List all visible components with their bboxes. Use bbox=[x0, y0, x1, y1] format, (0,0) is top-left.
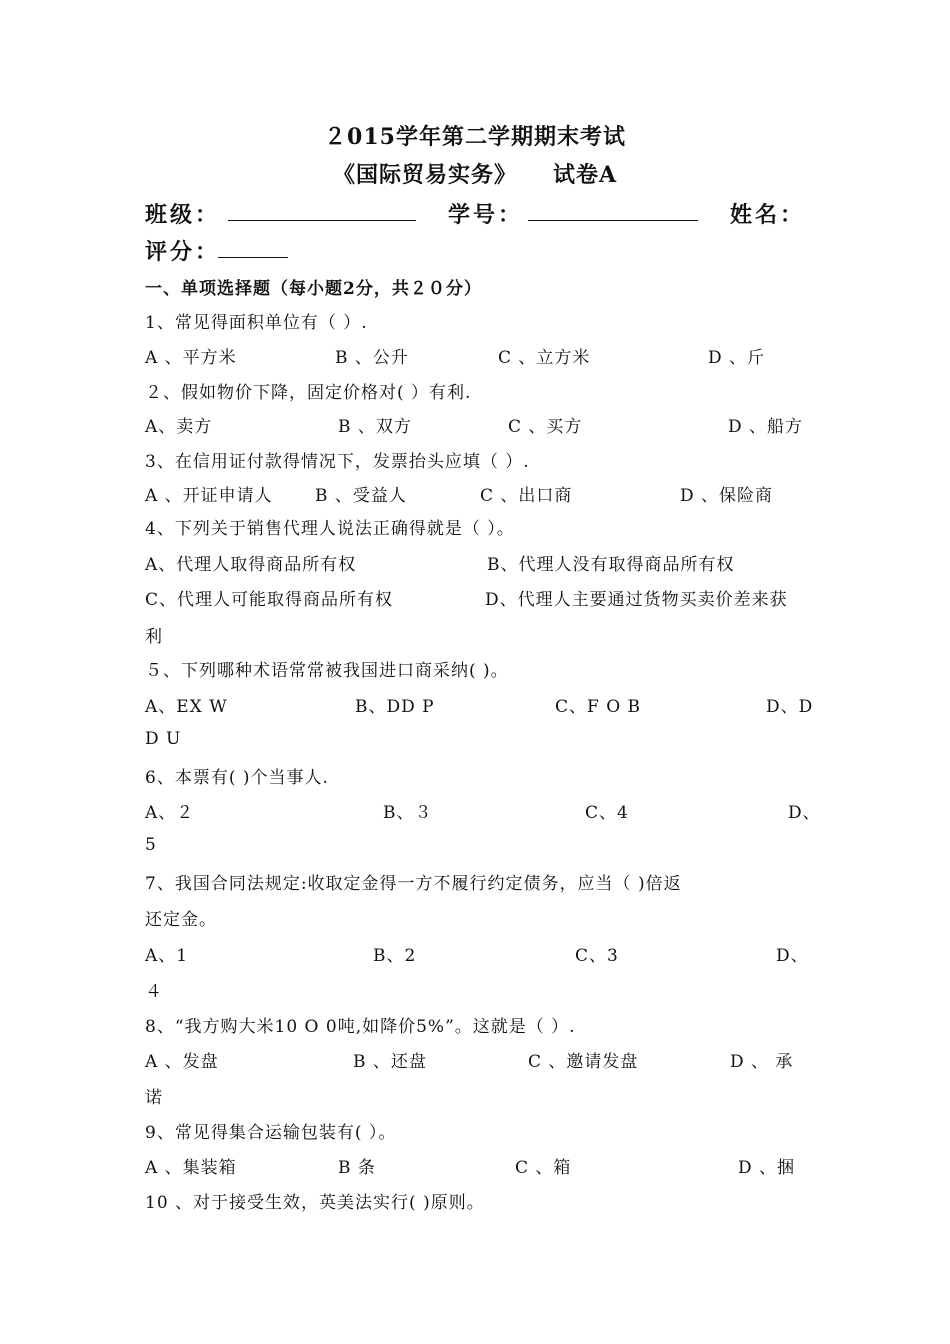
score-blank[interactable] bbox=[218, 257, 288, 258]
q9-option-d: D 、捆 bbox=[738, 1158, 796, 1178]
q6-option-d: D、 bbox=[788, 803, 821, 823]
section-heading: 一、单项选择题（每小题2分，共２０分） bbox=[145, 279, 482, 299]
q2-option-a: A、卖方 bbox=[145, 417, 213, 437]
question-2: ２、假如物价下降，固定价格对( ）有利. bbox=[145, 383, 472, 403]
q6-option-c: C、4 bbox=[585, 803, 629, 823]
q7-option-b: B、2 bbox=[373, 946, 417, 966]
q4-option-d-cont: 利 bbox=[145, 627, 163, 647]
q7-option-c: C、3 bbox=[575, 946, 619, 966]
name-label: 姓名： bbox=[730, 202, 806, 228]
q3-option-d: D 、保险商 bbox=[680, 486, 774, 506]
q3-option-c: C 、出口商 bbox=[480, 486, 573, 506]
q9-option-a: A 、集装箱 bbox=[145, 1158, 237, 1178]
q5-option-d: D、D bbox=[766, 697, 814, 717]
question-10: 10 、对于接受生效，英美法实行( )原则。 bbox=[145, 1193, 485, 1213]
q6-option-d-cont: 5 bbox=[145, 835, 157, 855]
course-name: 《国际贸易实务》 bbox=[332, 162, 517, 188]
q8-option-c: C 、邀请发盘 bbox=[528, 1052, 639, 1072]
q4-option-b: B、代理人没有取得商品所有权 bbox=[487, 555, 735, 575]
score-label: 评分： bbox=[145, 239, 221, 265]
q7-option-a: A、1 bbox=[145, 946, 189, 966]
question-1: 1、常见得面积单位有（ ）. bbox=[145, 313, 368, 333]
q7-option-d-cont: ４ bbox=[145, 982, 163, 1002]
q1-option-d: D 、斤 bbox=[708, 348, 766, 368]
q1-option-a: A 、平方米 bbox=[145, 348, 237, 368]
q1-option-c: C 、立方米 bbox=[498, 348, 591, 368]
q4-option-c: C、代理人可能取得商品所有权 bbox=[145, 590, 394, 610]
student-id-blank[interactable] bbox=[528, 220, 698, 221]
class-blank[interactable] bbox=[228, 220, 416, 221]
question-7-cont: 还定金。 bbox=[145, 910, 217, 930]
q4-option-a: A、代理人取得商品所有权 bbox=[145, 555, 357, 575]
q8-option-d: D 、 承 bbox=[730, 1052, 794, 1072]
q2-option-c: C 、买方 bbox=[508, 417, 583, 437]
question-8: 8、“我方购大米10 O 0吨,如降价5%”。这就是（ ）. bbox=[145, 1017, 576, 1037]
paper-label: 试卷A bbox=[552, 162, 618, 188]
exam-title: ２015学年第二学期期末考试 bbox=[324, 124, 626, 150]
q8-option-b: B 、还盘 bbox=[353, 1052, 427, 1072]
q5-option-a: A、EX W bbox=[145, 697, 228, 717]
q4-option-d: D、代理人主要通过货物买卖价差来获 bbox=[485, 590, 788, 610]
q2-option-b: B 、双方 bbox=[338, 417, 412, 437]
question-9: 9、常见得集合运输包装有( ）。 bbox=[145, 1123, 397, 1143]
question-7: 7、我国合同法规定:收取定金得一方不履行约定债务，应当（ )倍返 bbox=[145, 874, 682, 894]
q9-option-b: B 条 bbox=[338, 1158, 376, 1178]
q8-option-a: A 、发盘 bbox=[145, 1052, 219, 1072]
q3-option-a: A 、开证申请人 bbox=[145, 486, 273, 506]
student-id-label: 学号： bbox=[448, 202, 524, 228]
q6-option-a: A、２ bbox=[145, 803, 195, 823]
q3-option-b: B 、受益人 bbox=[315, 486, 407, 506]
question-3: 3、在信用证付款得情况下，发票抬头应填（ ）. bbox=[145, 452, 530, 472]
q2-option-d: D 、船方 bbox=[728, 417, 804, 437]
question-5: ５、下列哪种术语常常被我国进口商采纳( )。 bbox=[145, 661, 509, 681]
question-6: 6、本票有( )个当事人. bbox=[145, 768, 329, 788]
exam-subtitle bbox=[0, 158, 950, 189]
q5-option-b: B、DD P bbox=[355, 697, 435, 717]
q7-option-d: D、 bbox=[776, 946, 809, 966]
question-4: 4、下列关于销售代理人说法正确得就是（ ）。 bbox=[145, 519, 515, 539]
q5-option-d-cont: D U bbox=[145, 729, 182, 749]
q1-option-b: B 、公升 bbox=[335, 348, 409, 368]
q8-option-d-cont: 诺 bbox=[145, 1088, 163, 1108]
q9-option-c: C 、箱 bbox=[515, 1158, 572, 1178]
q6-option-b: B、３ bbox=[383, 803, 433, 823]
q5-option-c: C、F O B bbox=[555, 697, 642, 717]
class-label: 班级： bbox=[145, 202, 221, 228]
